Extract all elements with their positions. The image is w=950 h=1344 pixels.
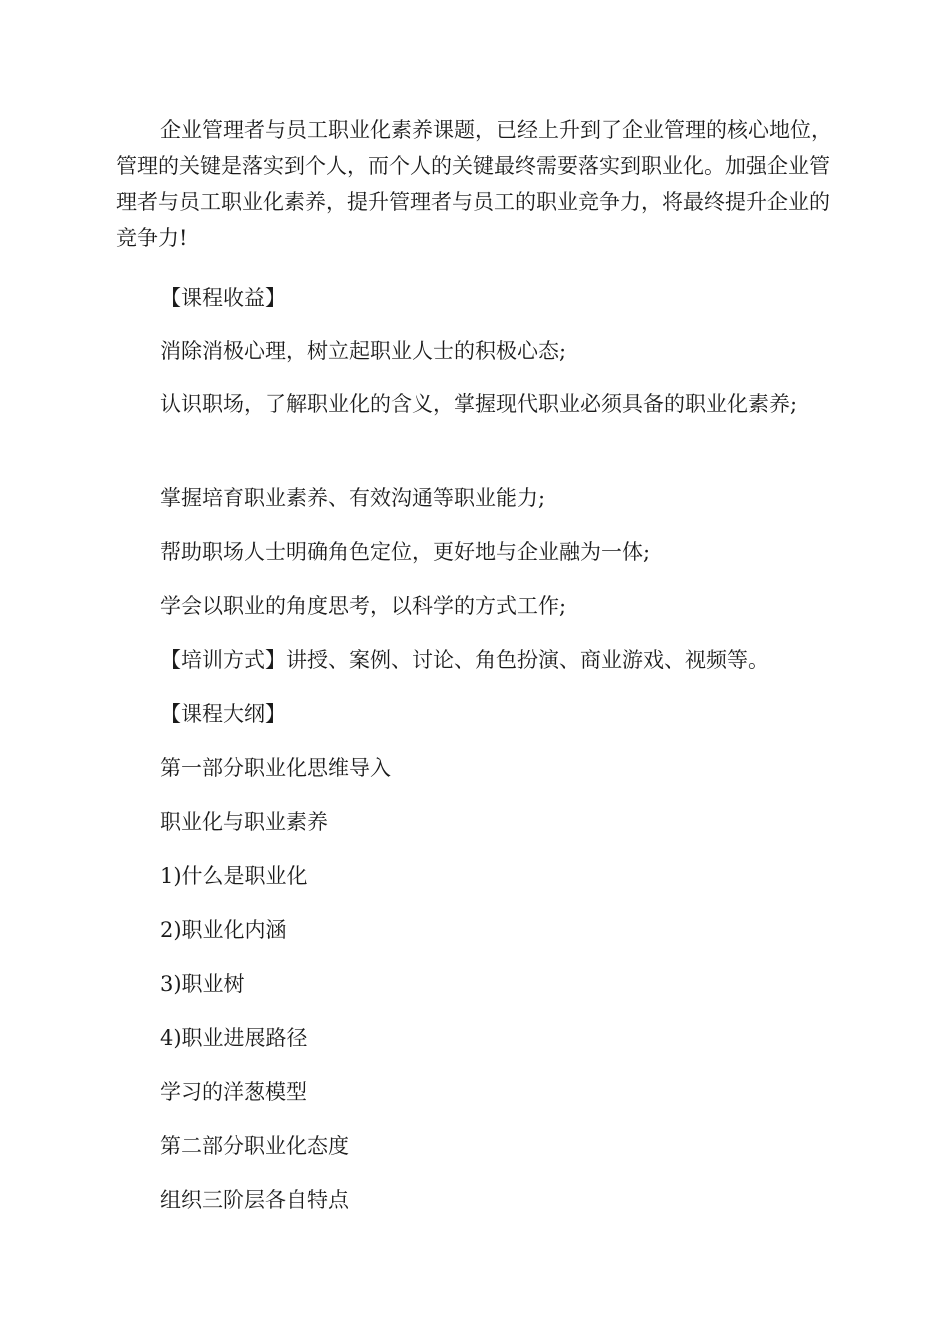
benefits-heading: 【课程收益】 bbox=[160, 286, 286, 310]
outline-item: 4)职业进展路径 bbox=[160, 1026, 308, 1050]
outline-item: 学习的洋葱模型 bbox=[160, 1080, 307, 1104]
training-method: 【培训方式】讲授、案例、讨论、角色扮演、商业游戏、视频等。 bbox=[160, 648, 769, 672]
outline-item: 组织三阶层各自特点 bbox=[160, 1188, 349, 1212]
benefit-item: 学会以职业的角度思考，以科学的方式工作; bbox=[160, 594, 567, 618]
intro-paragraph: 企业管理者与员工职业化素养课题，已经上升到了企业管理的核心地位，管理的关键是落实到个人，而个人的关键最终需要落实到职业化。加强企业管理者与员工职业化素养，提升管理者与员工的职业竞争力，将最终提升企业的竞争力! bbox=[116, 118, 832, 250]
outline-item: 第二部分职业化态度 bbox=[160, 1134, 349, 1158]
outline-item: 2)职业化内涵 bbox=[160, 918, 287, 942]
benefit-item: 认识职场，了解职业化的含义，掌握现代职业必须具备的职业化素养; bbox=[160, 392, 798, 416]
outline-item: 第一部分职业化思维导入 bbox=[160, 756, 391, 780]
outline-item: 1)什么是职业化 bbox=[160, 864, 308, 888]
benefit-item: 消除消极心理，树立起职业人士的积极心态; bbox=[160, 339, 567, 363]
benefit-item: 帮助职场人士明确角色定位，更好地与企业融为一体; bbox=[160, 540, 651, 564]
outline-item: 职业化与职业素养 bbox=[160, 810, 328, 834]
outline-item: 3)职业树 bbox=[160, 972, 245, 996]
outline-heading: 【课程大纲】 bbox=[160, 702, 286, 726]
benefit-item: 掌握培育职业素养、有效沟通等职业能力; bbox=[160, 486, 546, 510]
